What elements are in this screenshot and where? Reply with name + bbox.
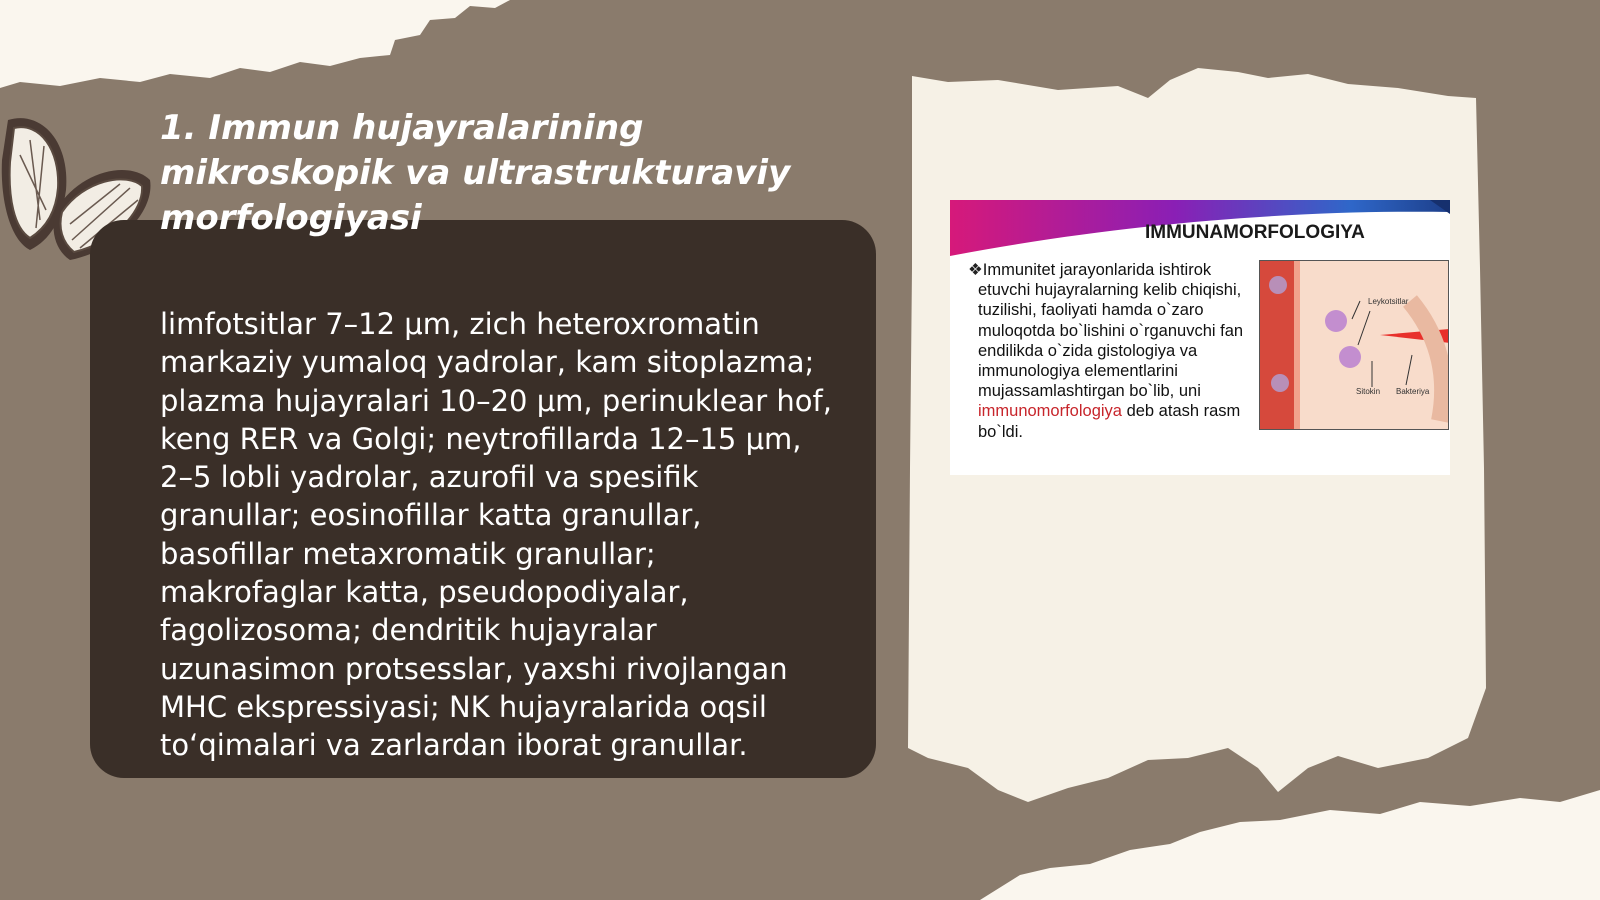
figure-text-part: deb atash rasm bo`ldi. — [978, 402, 1241, 441]
vessel-drawing — [1260, 261, 1449, 430]
figure-text-part: Immunitet jarayonlarida ishtirok etuvchi hujayralarning kelib chiqishi, tuzilishi, faoliyati hamda o`zaro muloqotda bo`lishini o`rganuvchi fan endilikda o`zida gistologiya va immunologiya elementlarini mujassamlashtirgan bo`lib, uni — [978, 261, 1244, 401]
slide-body-text: limfotsitlar 7–12 μm, zich heteroxromatin markaziy yumaloq yadrolar, kam sitoplazma; plazma hujayralari 10–20 μm, perinuklear hof, keng RER va Golgi; neytrofillarda 12–15 μm, 2–5 lobli yadrolar, azurofil va spesifik granullar; eosinofillar katta granullar, basofillar metaxromatik granullar; makrofaglar katta, pseudopodiyalar, fagolizosoma; dendritik hujayralar uzunasimon protsesslar, yaxshi rivojlangan MHC ekspressiyasi; NK hujayralarida oqsil to‘qimalari va zarlardan iborat granullar. — [160, 307, 832, 763]
figure-label: Leykotsitlar — [1368, 297, 1409, 306]
slide-title: 1. Immun hujayralarining mikroskopik va ultrastrukturaviy morfologiyasi — [160, 108, 791, 238]
figure-highlight-term: immunomorfologiya — [978, 402, 1122, 421]
figure-label: Bakteriya — [1396, 387, 1430, 396]
figure-paragraph — [968, 260, 1263, 442]
figure-label: Sitokin — [1356, 387, 1381, 396]
torn-paper-top-left — [0, 0, 560, 110]
embedded-slide-figure — [950, 200, 1450, 475]
figure-title: IMMUNAMORFOLOGIYA — [1145, 222, 1365, 243]
diamond-bullet-icon: ❖ — [968, 261, 983, 279]
blood-vessel-illustration — [1259, 260, 1449, 430]
